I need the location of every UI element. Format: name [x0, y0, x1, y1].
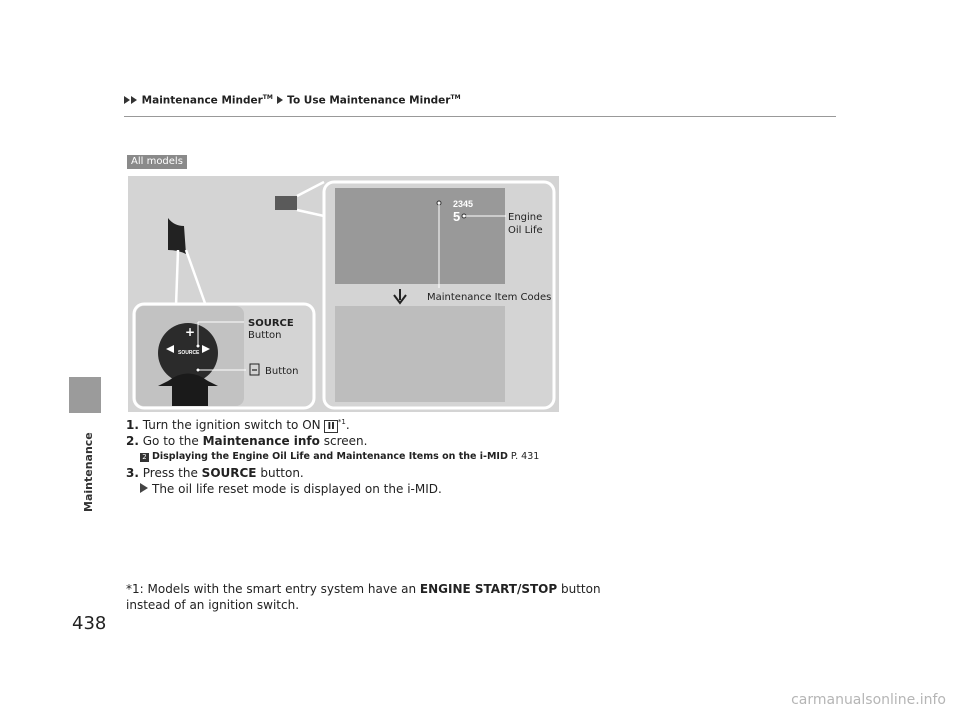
label-source: SOURCE — [248, 318, 294, 329]
cross-reference[interactable] — [140, 451, 539, 462]
breadcrumb-arrow-icon — [131, 96, 137, 104]
step-screen-name: Maintenance info — [202, 434, 320, 448]
step-text: Go to the — [142, 434, 199, 448]
step-2 — [126, 434, 367, 448]
step-text: Turn the ignition switch to ON — [142, 418, 321, 432]
display-codes-text: 2345 — [453, 199, 474, 209]
breadcrumb-arrow-icon — [277, 96, 283, 104]
label-source-button: Button — [248, 330, 282, 341]
page-number: 438 — [72, 613, 107, 634]
footnote-line-2 — [126, 598, 299, 612]
label-maintenance-item-codes: Maintenance Item Codes — [427, 292, 552, 303]
label-oil-life: Oil Life — [508, 225, 543, 236]
mid-display-thumbnail — [275, 196, 297, 210]
step-button-name: SOURCE — [201, 466, 257, 480]
header-divider — [124, 116, 836, 117]
knob-source-text: SOURCE — [178, 350, 200, 356]
step-text: screen. — [323, 434, 368, 448]
display-screen-top — [335, 188, 505, 284]
section-tab-text: Maintenance — [82, 432, 95, 512]
plus-icon: + — [185, 325, 196, 339]
reference-icon: 2 — [140, 453, 149, 462]
section-tab-label — [80, 420, 94, 530]
breadcrumb — [124, 94, 461, 107]
footnote-ref[interactable]: *1 — [337, 418, 346, 426]
label-minus-button: Button — [265, 366, 299, 377]
illustration — [128, 176, 559, 412]
step-3-result — [140, 482, 442, 496]
display-screen-bottom — [335, 306, 505, 402]
step-number: 2. — [126, 434, 139, 448]
breadcrumb-item-maintenance-minder[interactable]: Maintenance Minder — [141, 94, 263, 107]
footnote-text: button — [560, 582, 601, 596]
all-models-badge: All models — [127, 155, 187, 169]
display-oil-life-text: 5 — [453, 209, 461, 224]
label-engine: Engine — [508, 212, 543, 223]
breadcrumb-arrow-icon — [124, 96, 130, 104]
trademark: TM — [450, 94, 461, 101]
step-text: Press the — [142, 466, 198, 480]
ignition-position-ii-icon: II — [324, 420, 337, 433]
punct: . — [345, 418, 350, 432]
breadcrumb-item-to-use[interactable]: To Use Maintenance Minder — [287, 94, 451, 107]
steering-wheel-silhouette — [168, 218, 186, 254]
watermark: carmanualsonline.info — [791, 692, 946, 708]
footnote-text: *1: Models with the smart entry system have an — [126, 582, 417, 596]
trademark: TM — [262, 94, 273, 101]
step-text: button. — [260, 466, 304, 480]
section-tab-marker — [69, 377, 101, 413]
illustration-svg — [128, 176, 559, 412]
step-1 — [126, 418, 350, 433]
reference-page[interactable]: P. 431 — [510, 451, 540, 462]
step-number: 1. — [126, 418, 139, 432]
result-arrow-icon — [140, 483, 148, 493]
footnote-bold: ENGINE START/STOP — [419, 582, 558, 596]
footnote-text: instead of an ignition switch. — [126, 598, 300, 612]
step-3 — [126, 466, 304, 480]
footnote-line-1 — [126, 582, 601, 596]
reference-text[interactable]: Displaying the Engine Oil Life and Maintenance Items on the i-MID — [152, 451, 508, 462]
result-text: The oil life reset mode is displayed on the i-MID. — [152, 482, 442, 496]
step-number: 3. — [126, 466, 139, 480]
